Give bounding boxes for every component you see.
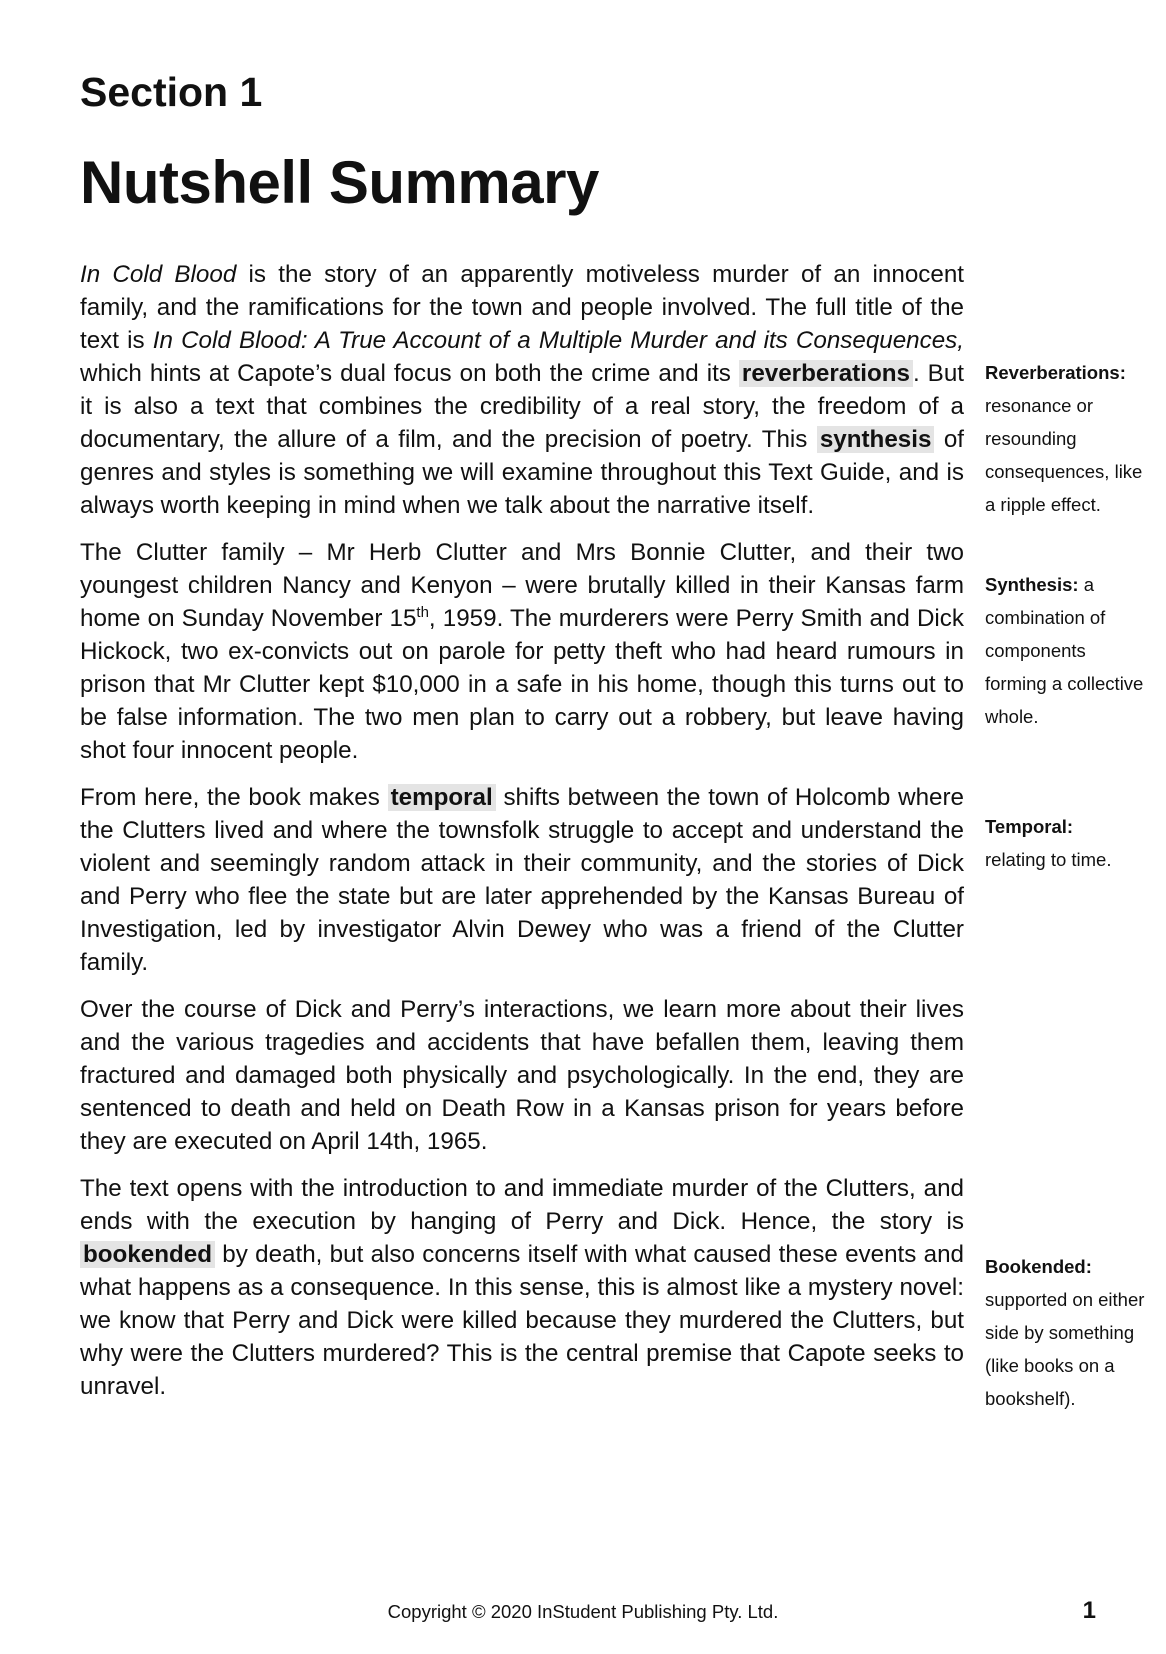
glossary-term: Reverberations: bbox=[985, 362, 1126, 383]
highlighted-term-temporal: temporal bbox=[388, 784, 496, 811]
text-run: From here, the book makes bbox=[80, 784, 388, 811]
page-number: 1 bbox=[1082, 1597, 1096, 1624]
glossary-definition: relating to time. bbox=[985, 849, 1112, 870]
glossary-term: Bookended: bbox=[985, 1256, 1092, 1277]
section-label: Section 1 bbox=[80, 69, 263, 115]
footer-copyright: Copyright © 2020 InStudent Publishing Pty. Ltd. bbox=[387, 1601, 779, 1622]
glossary-note-reverberations bbox=[985, 356, 1145, 521]
glossary-note-temporal bbox=[985, 810, 1145, 876]
glossary-term: Synthesis: bbox=[985, 574, 1079, 595]
book-title-italic: In Cold Blood bbox=[80, 261, 237, 288]
text-run: . But it is also a text that combines the credibility of a real story, the freedom of a documentary, the allure of a film, and the precision of poetry. This bbox=[80, 360, 964, 453]
text-run: by death, but also concerns itself with what caused these events and what happens as a consequence. In this sense, this is almost like a mystery novel: we know that Perry and Dick were killed because they murdered the Clutters, but why were the Clutters murdered? This is the central premise that Capote seeks to unravel. bbox=[80, 1241, 964, 1400]
glossary-definition: a combination of components forming a collective whole. bbox=[985, 574, 1144, 727]
text-run: which hints at Capote’s dual focus on both the crime and its bbox=[80, 360, 739, 387]
paragraph-structure bbox=[80, 1172, 964, 1403]
glossary-note-bookended bbox=[985, 1250, 1145, 1415]
page-title: Nutshell Summary bbox=[80, 149, 599, 216]
full-title-italic: In Cold Blood: A True Account of a Multiple Murder and its Consequences, bbox=[152, 327, 964, 354]
highlighted-term-bookended: bookended bbox=[80, 1241, 215, 1268]
text-run: , 1959. The murderers were Perry Smith and Dick Hickock, two ex-convicts out on parole for petty theft who had heard rumours in prison that Mr Clutter kept $10,000 in a safe in his home, though this turns out to be false information. The two men plan to carry out a robbery, but leave having shot four innocent people. bbox=[80, 605, 964, 764]
paragraph-intro bbox=[80, 258, 964, 522]
text-run: The text opens with the introduction to and immediate murder of the Clutters, and ends with the execution by hanging of Perry and Dick. Hence, the story is bbox=[80, 1175, 964, 1235]
glossary-definition: supported on either side by something (like books on a bookshelf). bbox=[985, 1289, 1145, 1409]
glossary-definition: resonance or resounding consequences, like a ripple effect. bbox=[985, 395, 1143, 515]
text-run: is the story of an apparently motiveless murder of an innocent family, and the ramifications for the town and people involved. The full title of the text is bbox=[80, 261, 964, 354]
text-run: of genres and styles is something we will examine throughout this Text Guide, and is always worth keeping in mind when we talk about the narrative itself. bbox=[80, 426, 964, 519]
main-text bbox=[80, 258, 964, 1417]
highlighted-term-synthesis: synthesis bbox=[817, 426, 935, 453]
text-run: shifts between the town of Holcomb where the Clutters lived and where the townsfolk struggle to accept and understand the violent and seemingly random attack in their community, and the stories of Dick and Perry who flee the state but are later apprehended by the Kansas Bureau of Investigation, led by investigator Alvin Dewey who was a friend of the Clutter family. bbox=[80, 784, 964, 976]
highlighted-term-reverberations: reverberations bbox=[739, 360, 913, 387]
glossary-term: Temporal: bbox=[985, 816, 1074, 837]
text-run: The Clutter family – Mr Herb Clutter and Mrs Bonnie Clutter, and their two youngest children Nancy and Kenyon – were brutally killed in their Kansas farm home on Sunday November 15 bbox=[80, 539, 964, 632]
ordinal-suffix: th bbox=[416, 603, 429, 621]
paragraph-investigation bbox=[80, 781, 964, 979]
paragraph-execution: Over the course of Dick and Perry’s interactions, we learn more about their lives and the various tragedies and accidents that have befallen them, leaving them fractured and damaged both physically and psychologically. In the end, they are sentenced to death and held on Death Row in a Kansas prison for years before they are executed on April 14th, 1965. bbox=[80, 996, 964, 1155]
glossary-note-synthesis bbox=[985, 568, 1145, 733]
paragraph-murders bbox=[80, 536, 964, 767]
